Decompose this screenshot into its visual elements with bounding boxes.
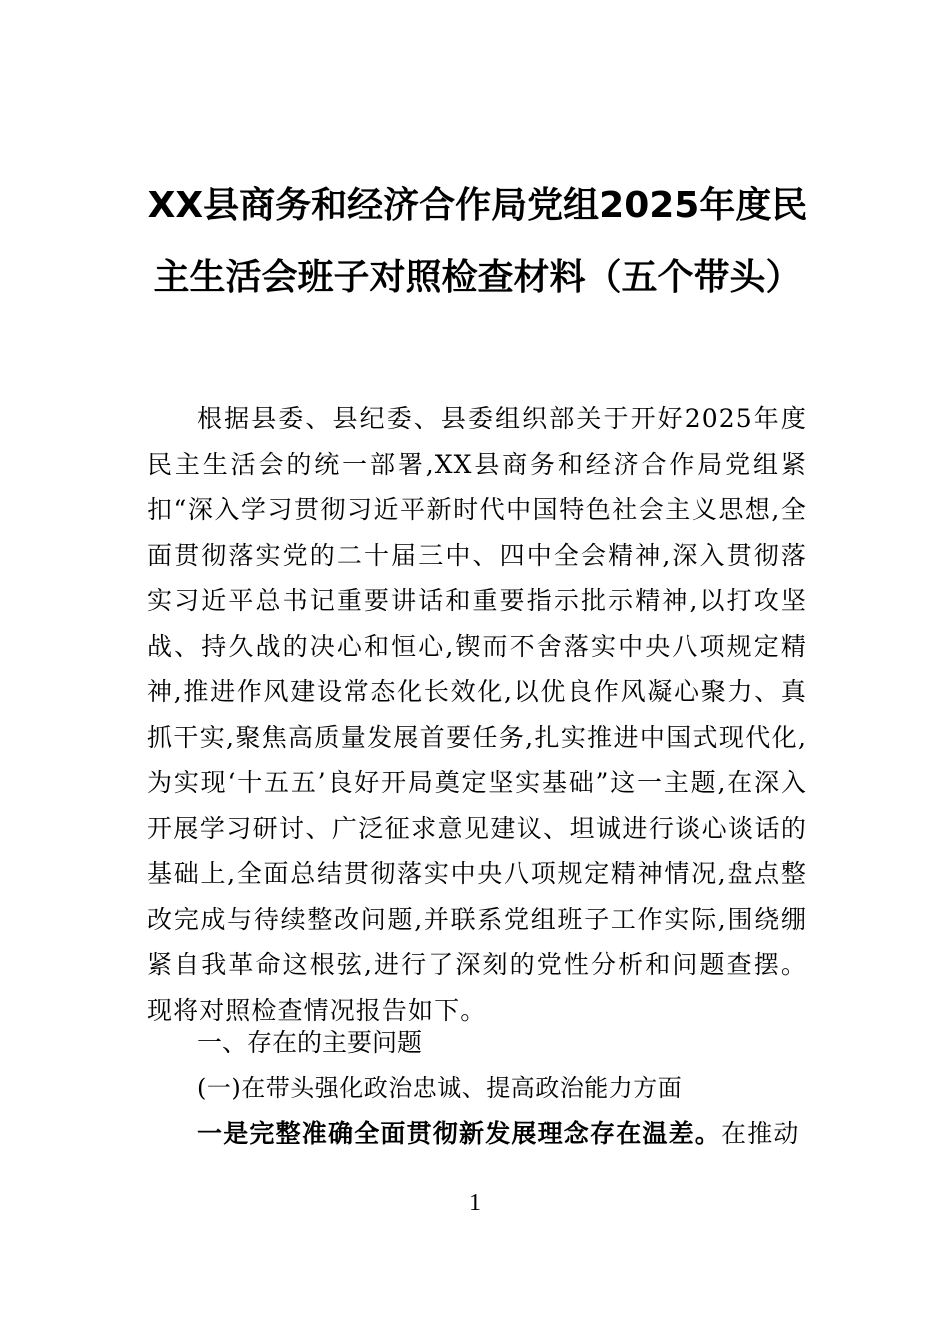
title-line-1: XX县商务和经济合作局党组2025年度民 — [147, 185, 808, 226]
page-number: 1 — [469, 1190, 481, 1216]
point-one-paragraph — [197, 1112, 809, 1156]
point-one-text: 在推动 — [721, 1119, 800, 1148]
title-line-2: 主生活会班子对照检查材料（五个带头） — [153, 257, 802, 298]
point-one-lead: 一是完整准确全面贯彻新发展理念存在温差。 — [197, 1119, 722, 1148]
section-heading-main-problems: 一、存在的主要问题 — [197, 1028, 423, 1057]
document-title — [145, 170, 810, 314]
intro-paragraph: 根据县委、县纪委、县委组织部关于开好2025年度民主生活会的统一部署,XX县商务和经济合作局党组紧扣“深入学习贯彻习近平新时代中国特色社会主义思想,全面贯彻落实党的二十届三中、四中全会精神,深入贯彻落实习近平总书记重要讲话和重要指示批示精神,以打攻坚战、持久战的决心和恒心,锲而不舍落实中央八项规定精神,推进作风建设常态化长效化,以优良作风凝心聚力、真抓干实,聚焦高质量发展首要任务,扎实推进中国式现代化,为实现‘十五五’良好开局奠定坚实基础”这一主题,在深入开展学习研讨、广泛征求意见建议、坦诚进行谈心谈话的基础上,全面总结贯彻落实中央八项规定精神情况,盘点整改完成与待续整改问题,并联系党组班子工作实际,围绕绷紧自我革命这根弦,进行了深刻的党性分析和问题查摆。现将对照检查情况报告如下。 — [147, 404, 807, 1025]
subsection-heading-political-loyalty: (一)在带头强化政治忠诚、提高政治能力方面 — [197, 1074, 683, 1102]
